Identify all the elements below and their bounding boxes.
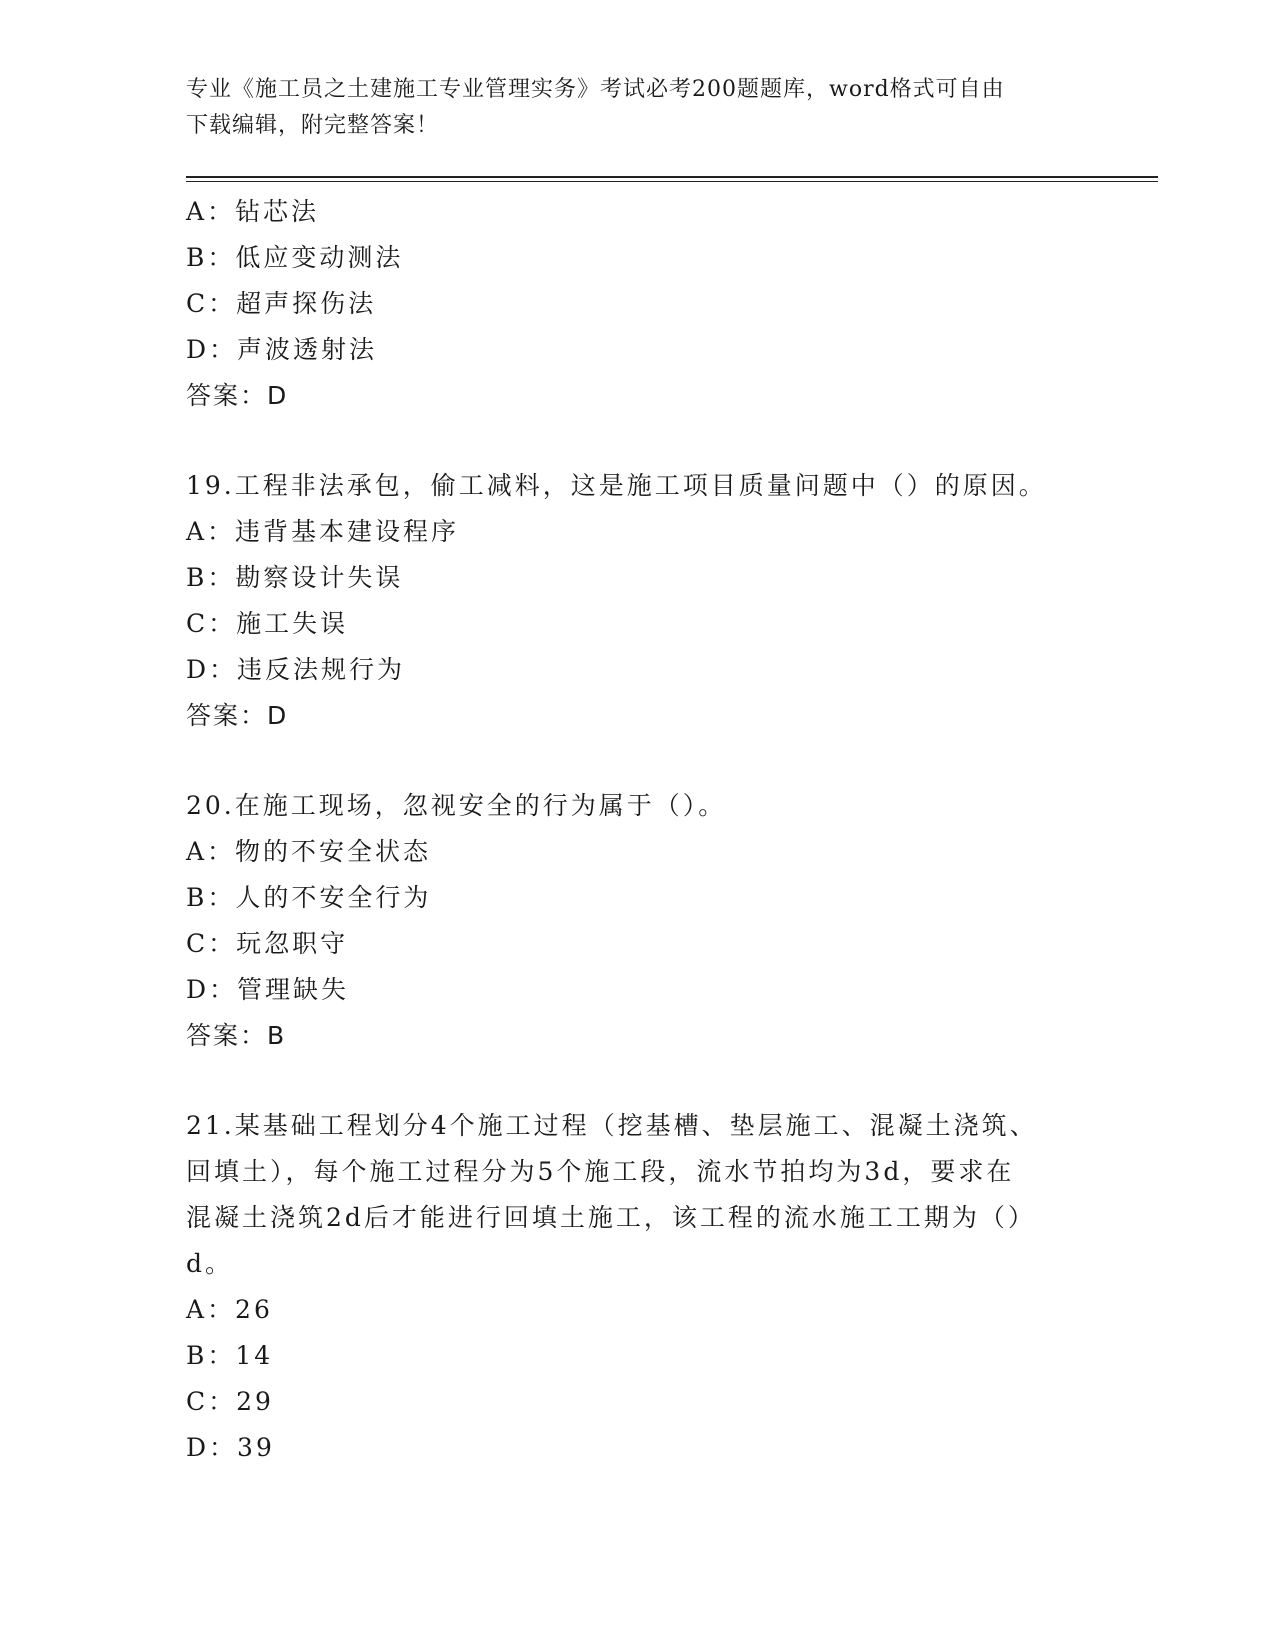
answer: 答案：D [186, 381, 289, 410]
document-header [186, 72, 1066, 144]
option-a: A：26 [186, 1295, 273, 1324]
question-text: 19.工程非法承包，偷工减料，这是施工项目质量问题中（）的原因。 [186, 471, 1047, 500]
question-text-line-2: 回填土），每个施工过程分为5个施工段，流水节拍均为3d，要求在 [186, 1157, 1015, 1186]
option-c: C：超声探伤法 [186, 289, 377, 318]
question-text-line-1: 21.某基础工程划分4个施工过程（挖基槽、垫层施工、混凝土浇筑、 [186, 1111, 1038, 1140]
answer: 答案：D [186, 701, 289, 730]
option-d: D：声波透射法 [186, 335, 378, 364]
question-text-line-3: 混凝土浇筑2d后才能进行回填土施工，该工程的流水施工工期为（） [186, 1203, 1036, 1232]
option-d: D：39 [186, 1433, 275, 1462]
option-b: B：低应变动测法 [186, 243, 404, 272]
option-c: C：玩忽职守 [186, 929, 349, 958]
question-text-line-4: d。 [186, 1249, 234, 1278]
option-d: D：管理缺失 [186, 975, 350, 1004]
option-b: B：人的不安全行为 [186, 883, 432, 912]
question-21-block [186, 1103, 1066, 1471]
question-19-block [186, 463, 1066, 739]
answer: 答案：B [186, 1021, 287, 1050]
header-line-1: 专业《施工员之土建施工专业管理实务》考试必考200题题库，word格式可自由 [186, 77, 1005, 102]
question-content [186, 189, 1066, 1471]
question-20-block [186, 783, 1066, 1059]
option-b: B：14 [186, 1341, 274, 1370]
header-divider-thin [186, 181, 1158, 182]
option-a: A：违背基本建设程序 [186, 517, 460, 546]
header-line-2: 下载编辑，附完整答案！ [186, 113, 440, 138]
option-c: C：29 [186, 1387, 274, 1416]
option-d: D：违反法规行为 [186, 655, 406, 684]
option-c: C：施工失误 [186, 609, 349, 638]
header-divider [186, 176, 1158, 178]
question-text: 20.在施工现场，忽视安全的行为属于（）。 [186, 791, 727, 820]
option-a: A：钻芯法 [186, 197, 320, 226]
question-18-block [186, 189, 1066, 419]
option-a: A：物的不安全状态 [186, 837, 432, 866]
option-b: B：勘察设计失误 [186, 563, 404, 592]
